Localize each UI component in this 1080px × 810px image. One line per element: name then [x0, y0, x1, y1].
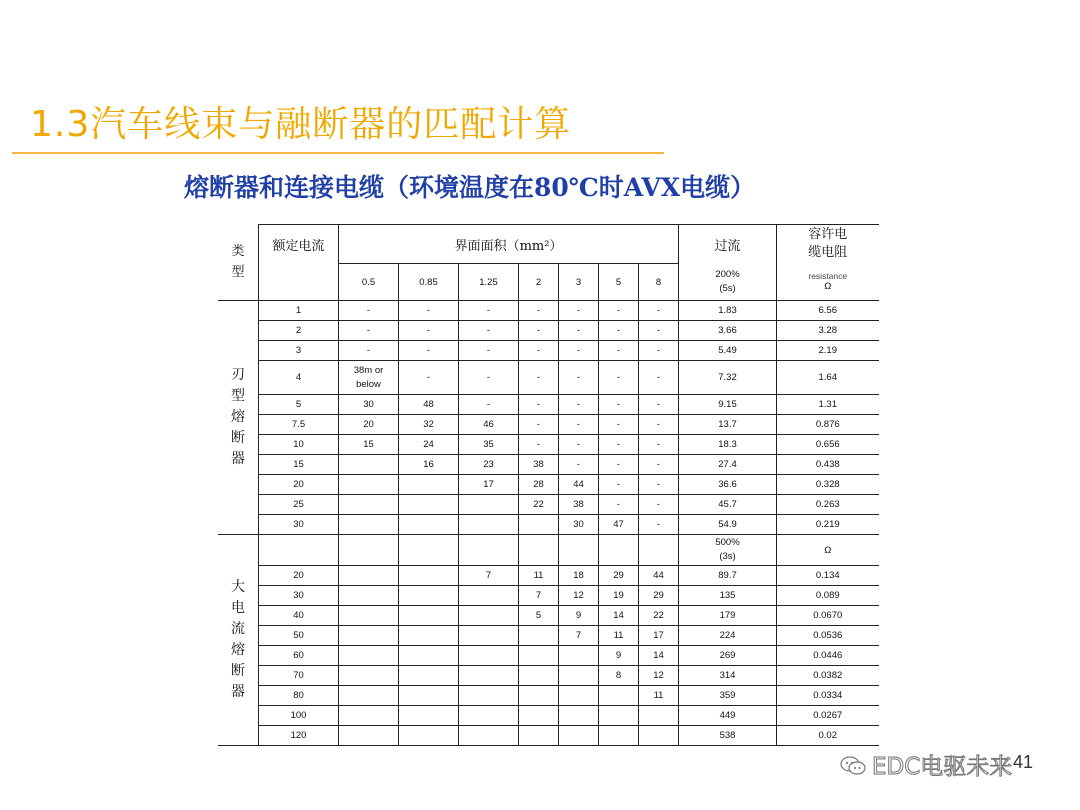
length-cell: - — [559, 415, 599, 435]
allowable-resistance-header: 容许电缆电阻 — [777, 225, 879, 264]
length-cell: - — [459, 341, 519, 361]
rated-current-cell: 60 — [259, 646, 339, 666]
size-header: 3 — [559, 264, 599, 301]
rated-current-cell: 2 — [259, 321, 339, 341]
length-cell: - — [559, 361, 599, 395]
resistance-cell: 1.64 — [777, 361, 879, 395]
size-header: 1.25 — [459, 264, 519, 301]
length-cell: - — [639, 321, 679, 341]
length-cell: - — [559, 341, 599, 361]
overcurrent-cell: 45.7 — [679, 495, 777, 515]
length-cell: 8 — [599, 666, 639, 686]
overcurrent-cell: 89.7 — [679, 566, 777, 586]
length-cell — [399, 666, 459, 686]
length-cell — [399, 706, 459, 726]
length-cell — [399, 686, 459, 706]
length-cell: 11 — [639, 686, 679, 706]
length-cell — [399, 475, 459, 495]
table-row — [218, 706, 879, 726]
resistance-cell: 0.656 — [777, 435, 879, 455]
empty-cell — [559, 535, 599, 566]
table-row — [218, 475, 879, 495]
length-cell — [459, 726, 519, 746]
length-cell — [599, 686, 639, 706]
size-header: 8 — [639, 264, 679, 301]
length-cell — [459, 626, 519, 646]
length-cell — [519, 666, 559, 686]
resistance-cell: 0.328 — [777, 475, 879, 495]
overcurrent-cell: 5.49 — [679, 341, 777, 361]
length-cell — [519, 626, 559, 646]
rated-current-cell: 120 — [259, 726, 339, 746]
page-number: 41 — [1013, 752, 1034, 772]
length-cell: - — [639, 455, 679, 475]
length-cell — [599, 726, 639, 746]
rated-current-cell: 20 — [259, 566, 339, 586]
length-cell: 38 — [559, 495, 599, 515]
resistance-cell: 0.089 — [777, 586, 879, 606]
table-row — [218, 726, 879, 746]
length-cell — [399, 495, 459, 515]
length-cell — [459, 606, 519, 626]
overcurrent-cell: 179 — [679, 606, 777, 626]
title-underline — [12, 152, 664, 154]
length-cell: - — [559, 395, 599, 415]
size-header: 2 — [519, 264, 559, 301]
cross-section-header: 界面面积（mm²） — [339, 225, 679, 264]
length-cell: 12 — [639, 666, 679, 686]
overcurrent-cell: 13.7 — [679, 415, 777, 435]
rated-current-cell: 5 — [259, 395, 339, 415]
length-cell — [459, 706, 519, 726]
length-cell — [339, 455, 399, 475]
size-header: 5 — [599, 264, 639, 301]
overcurrent-cell: 359 — [679, 686, 777, 706]
resistance-cell: 6.56 — [777, 301, 879, 321]
length-cell: - — [519, 395, 559, 415]
length-cell: 44 — [639, 566, 679, 586]
table-row — [218, 361, 879, 395]
length-cell: 18 — [559, 566, 599, 586]
rated-current-header: 额定电流 — [259, 225, 339, 264]
table-row — [218, 321, 879, 341]
rated-current-cell: 80 — [259, 686, 339, 706]
length-cell: - — [559, 435, 599, 455]
length-cell — [399, 646, 459, 666]
empty-cell — [459, 535, 519, 566]
resistance-cell: 0.02 — [777, 726, 879, 746]
length-cell: 9 — [599, 646, 639, 666]
length-cell — [519, 686, 559, 706]
resistance-cell: 0.0536 — [777, 626, 879, 646]
length-cell: 29 — [639, 586, 679, 606]
table-row — [218, 455, 879, 475]
resistance-cell: 0.219 — [777, 515, 879, 535]
table-row — [218, 435, 879, 455]
overcurrent-cell: 449 — [679, 706, 777, 726]
length-cell — [519, 726, 559, 746]
length-cell: - — [559, 301, 599, 321]
overcurrent-blade-subheader: 200% (5s) — [679, 264, 777, 301]
length-cell: - — [399, 341, 459, 361]
overcurrent-cell: 538 — [679, 726, 777, 746]
length-cell — [399, 606, 459, 626]
length-cell — [339, 586, 399, 606]
length-cell: - — [599, 455, 639, 475]
overcurrent-cell: 269 — [679, 646, 777, 666]
length-cell: - — [639, 395, 679, 415]
length-cell: 12 — [559, 586, 599, 606]
length-cell: - — [639, 301, 679, 321]
watermark-text: EDC电驱未来 — [872, 754, 1013, 780]
length-cell: 5 — [519, 606, 559, 626]
length-cell: - — [599, 435, 639, 455]
table-row — [218, 395, 879, 415]
empty-cell — [259, 535, 339, 566]
overcurrent-cell: 7.32 — [679, 361, 777, 395]
length-cell: - — [339, 321, 399, 341]
length-cell: - — [519, 301, 559, 321]
length-cell — [339, 646, 399, 666]
length-cell — [519, 515, 559, 535]
empty-cell — [639, 535, 679, 566]
length-cell — [559, 646, 599, 666]
length-cell: 17 — [459, 475, 519, 495]
rated-current-cell: 4 — [259, 361, 339, 395]
slide-subtitle: 熔断器和连接电缆（环境温度在80℃时AVX电缆） — [184, 173, 756, 202]
rated-current-cell: 3 — [259, 341, 339, 361]
empty-cell — [339, 535, 399, 566]
rated-current-cell: 50 — [259, 626, 339, 646]
resistance-cell: 0.438 — [777, 455, 879, 475]
length-cell: 38m or below — [339, 361, 399, 395]
table-row — [218, 666, 879, 686]
length-cell: - — [599, 321, 639, 341]
overcurrent-cell: 135 — [679, 586, 777, 606]
empty-cell — [519, 535, 559, 566]
rated-current-cell: 25 — [259, 495, 339, 515]
length-cell — [459, 495, 519, 515]
length-cell — [459, 515, 519, 535]
length-cell: 9 — [559, 606, 599, 626]
empty-cell — [399, 535, 459, 566]
length-cell: - — [639, 495, 679, 515]
length-cell — [639, 726, 679, 746]
rated-current-cell: 30 — [259, 515, 339, 535]
length-cell: - — [519, 435, 559, 455]
table-row — [218, 415, 879, 435]
length-cell — [399, 515, 459, 535]
blade-fuse-group-label: 刃型熔断器 — [218, 301, 259, 535]
empty-cell — [599, 535, 639, 566]
table-row — [218, 495, 879, 515]
overcurrent-header: 过流 — [679, 225, 777, 264]
length-cell — [339, 475, 399, 495]
length-cell — [339, 495, 399, 515]
resistance-cell: 0.263 — [777, 495, 879, 515]
length-cell: - — [459, 321, 519, 341]
length-cell: - — [399, 301, 459, 321]
size-header: 0.5 — [339, 264, 399, 301]
table-row — [218, 566, 879, 586]
length-cell — [559, 706, 599, 726]
length-cell: 15 — [339, 435, 399, 455]
length-cell — [559, 686, 599, 706]
overcurrent-cell: 27.4 — [679, 455, 777, 475]
resistance-cell: 0.876 — [777, 415, 879, 435]
length-cell: 22 — [519, 495, 559, 515]
length-cell: - — [599, 395, 639, 415]
length-cell — [459, 686, 519, 706]
length-cell — [339, 686, 399, 706]
length-cell — [399, 586, 459, 606]
overcurrent-cell: 3.66 — [679, 321, 777, 341]
length-cell: 20 — [339, 415, 399, 435]
length-cell: 11 — [599, 626, 639, 646]
length-cell: - — [459, 361, 519, 395]
length-cell: - — [639, 361, 679, 395]
length-cell — [399, 566, 459, 586]
length-cell: 46 — [459, 415, 519, 435]
ohm-subheader: resistance Ω — [777, 264, 879, 301]
slide-title: 1.3汽车线束与融断器的匹配计算 — [30, 104, 572, 145]
overcurrent-cell: 36.6 — [679, 475, 777, 495]
overcurrent-cell: 314 — [679, 666, 777, 686]
length-cell — [339, 515, 399, 535]
table-row — [218, 606, 879, 626]
length-cell: - — [519, 361, 559, 395]
resistance-cell: 0.0267 — [777, 706, 879, 726]
watermark — [840, 748, 1012, 781]
length-cell — [519, 706, 559, 726]
length-cell: - — [519, 415, 559, 435]
table-row — [218, 515, 879, 535]
length-cell: 47 — [599, 515, 639, 535]
resistance-cell: 0.0382 — [777, 666, 879, 686]
length-cell: 48 — [399, 395, 459, 415]
rated-current-cell: 100 — [259, 706, 339, 726]
length-cell: - — [599, 361, 639, 395]
length-cell — [459, 646, 519, 666]
length-cell: 14 — [639, 646, 679, 666]
length-cell: - — [599, 415, 639, 435]
length-cell: 16 — [399, 455, 459, 475]
overcurrent-subheader: 500% (3s) — [679, 535, 777, 566]
overcurrent-cell: 224 — [679, 626, 777, 646]
ohm-subheader: Ω — [777, 535, 879, 566]
length-cell — [599, 706, 639, 726]
length-cell — [519, 646, 559, 666]
length-cell: 19 — [599, 586, 639, 606]
length-cell: - — [339, 341, 399, 361]
length-cell — [339, 626, 399, 646]
table-row — [218, 646, 879, 666]
length-cell: - — [639, 475, 679, 495]
table-row — [218, 626, 879, 646]
length-cell: 30 — [559, 515, 599, 535]
length-cell: - — [599, 341, 639, 361]
overcurrent-cell: 18.3 — [679, 435, 777, 455]
length-cell: - — [339, 301, 399, 321]
type-header: 类型 — [218, 225, 259, 301]
length-cell — [559, 666, 599, 686]
length-cell: 44 — [559, 475, 599, 495]
overcurrent-cell: 9.15 — [679, 395, 777, 415]
length-cell: - — [559, 455, 599, 475]
table-row — [218, 686, 879, 706]
resistance-cell: 0.0334 — [777, 686, 879, 706]
length-cell: 22 — [639, 606, 679, 626]
length-cell — [339, 606, 399, 626]
length-cell: - — [459, 395, 519, 415]
resistance-cell: 3.28 — [777, 321, 879, 341]
length-cell: - — [599, 495, 639, 515]
rated-current-cell: 10 — [259, 435, 339, 455]
length-cell: - — [639, 435, 679, 455]
length-cell — [559, 726, 599, 746]
length-cell: 17 — [639, 626, 679, 646]
length-cell: - — [459, 301, 519, 321]
length-cell: 24 — [399, 435, 459, 455]
length-cell — [399, 626, 459, 646]
group-subheader-row — [218, 535, 879, 566]
length-cell — [339, 566, 399, 586]
length-cell: 11 — [519, 566, 559, 586]
rated-current-cell: 70 — [259, 666, 339, 686]
resistance-cell: 0.0670 — [777, 606, 879, 626]
table-row — [218, 301, 879, 321]
length-cell: 29 — [599, 566, 639, 586]
length-cell: - — [599, 301, 639, 321]
resistance-cell: 1.31 — [777, 395, 879, 415]
length-cell: 7 — [459, 566, 519, 586]
resistance-cell: 0.134 — [777, 566, 879, 586]
length-cell: - — [639, 515, 679, 535]
table-row — [218, 341, 879, 361]
rated-current-cell: 20 — [259, 475, 339, 495]
length-cell: - — [559, 321, 599, 341]
length-cell — [339, 706, 399, 726]
length-cell: 38 — [519, 455, 559, 475]
length-cell: - — [519, 341, 559, 361]
length-cell: 7 — [559, 626, 599, 646]
rated-current-subheader — [259, 264, 339, 301]
length-cell: - — [639, 341, 679, 361]
wechat-icon — [840, 756, 866, 776]
overcurrent-cell: 1.83 — [679, 301, 777, 321]
table-row — [218, 586, 879, 606]
rated-current-cell: 30 — [259, 586, 339, 606]
length-cell: - — [599, 475, 639, 495]
length-cell: 14 — [599, 606, 639, 626]
length-cell: - — [399, 321, 459, 341]
rated-current-cell: 40 — [259, 606, 339, 626]
length-cell — [639, 706, 679, 726]
size-header: 0.85 — [399, 264, 459, 301]
resistance-cell: 2.19 — [777, 341, 879, 361]
length-cell: 35 — [459, 435, 519, 455]
overcurrent-cell: 54.9 — [679, 515, 777, 535]
length-cell — [459, 586, 519, 606]
length-cell: 23 — [459, 455, 519, 475]
length-cell: 30 — [339, 395, 399, 415]
rated-current-cell: 15 — [259, 455, 339, 475]
length-cell: - — [399, 361, 459, 395]
length-cell: 28 — [519, 475, 559, 495]
length-cell: - — [519, 321, 559, 341]
fuse-cable-table — [218, 224, 879, 746]
large-fuse-group-label: 大电流熔断器 — [218, 535, 259, 746]
length-cell: 7 — [519, 586, 559, 606]
length-cell — [339, 666, 399, 686]
length-cell: 32 — [399, 415, 459, 435]
rated-current-cell: 7.5 — [259, 415, 339, 435]
length-cell — [399, 726, 459, 746]
rated-current-cell: 1 — [259, 301, 339, 321]
length-cell — [339, 726, 399, 746]
length-cell — [459, 666, 519, 686]
resistance-cell: 0.0446 — [777, 646, 879, 666]
length-cell: - — [639, 415, 679, 435]
